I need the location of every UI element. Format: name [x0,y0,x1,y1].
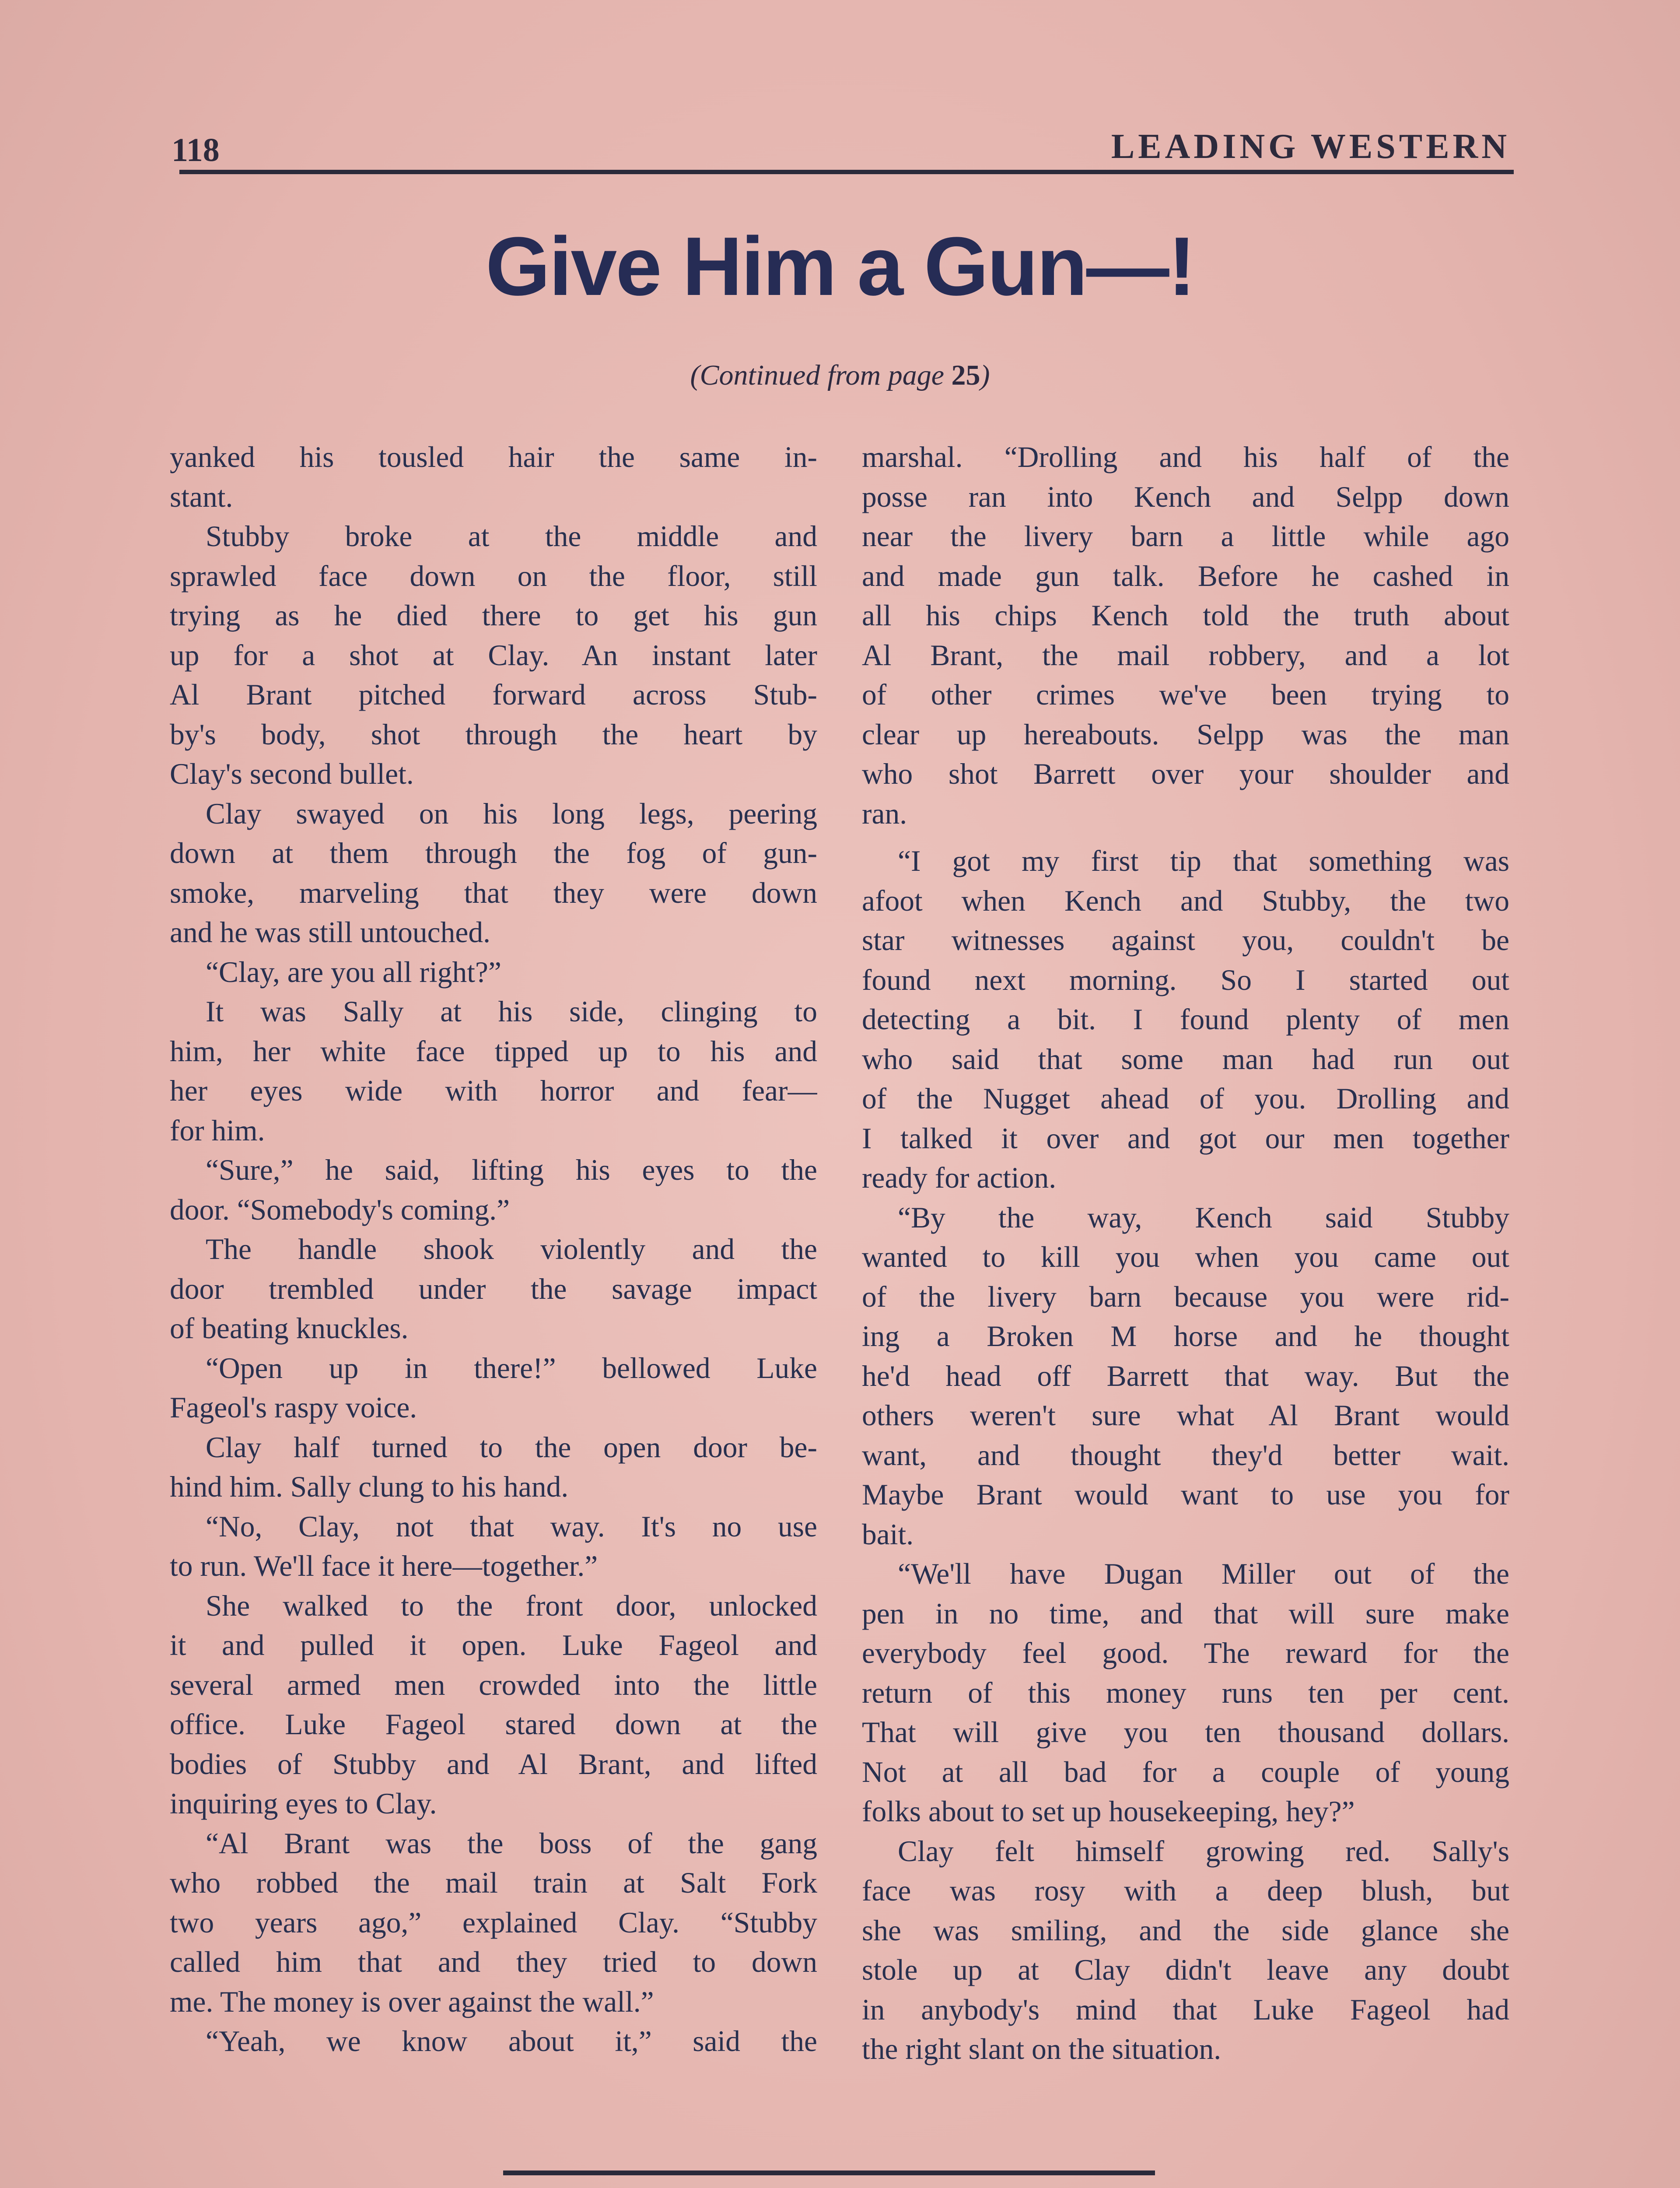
text-line: all his chips Kench told the truth about [862,599,1509,632]
continued-prefix: (Continued from page [690,359,952,391]
text-line: “Open up in there!” bellowed Luke [206,1351,817,1385]
text-line: everybody feel good. The reward for the [862,1637,1509,1669]
text-line: of other crimes we've been trying to [862,678,1509,711]
text-line: It was Sally at his side, clinging to [206,995,817,1028]
text-line: Not at all bad for a couple of young [862,1755,1509,1788]
text-line: clear up hereabouts. Selpp was the man [862,718,1509,751]
text-line: That will give you ten thousand dollars. [862,1716,1509,1749]
continued-note [0,359,1680,392]
text-line: sprawled face down on the floor, still [170,559,817,593]
text-line: the right slant on the situation. [862,2033,1222,2065]
text-line: Clay's second bullet. [170,757,414,790]
text-line: to run. We'll face it here—together.” [170,1550,598,1582]
text-line: Clay felt himself growing red. Sally's [898,1834,1509,1868]
text-line: marshal. “Drolling and his half of the [862,441,1509,473]
text-column-left [170,438,817,2062]
text-line: pen in no time, and that will sure make [862,1597,1509,1630]
text-line: of beating knuckles. [170,1312,409,1345]
text-line: found next morning. So I started out [862,963,1509,996]
text-line: The handle shook violently and the [206,1233,817,1266]
continued-page-number: 25 [951,359,980,391]
text-line: star witnesses against you, couldn't be [862,924,1509,957]
text-line: Al Brant, the mail robbery, and a lot [862,638,1509,672]
text-line: want, and thought they'd better wait. [862,1438,1509,1472]
text-line: “Al Brant was the boss of the gang [206,1827,817,1860]
text-line: smoke, marveling that they were down [170,876,817,909]
text-line: “No, Clay, not that way. It's no use [206,1510,817,1543]
text-line: who said that some man had run out [862,1042,1509,1076]
text-line: Maybe Brant would want to use you for [862,1478,1509,1511]
text-line: “Clay, are you all right?” [206,955,501,989]
text-line: Fageol's raspy voice. [170,1391,417,1424]
text-line: ran. [862,797,907,830]
text-line: face was rosy with a deep blush, but [862,1874,1509,1907]
text-line: two years ago,” explained Clay. “Stubby [170,1906,817,1939]
text-line: hind him. Sally clung to his hand. [170,1470,569,1503]
text-line: she was smiling, and the side glance she [862,1914,1509,1947]
text-line: detecting a bit. I found plenty of men [862,1003,1509,1036]
text-line: stant. [170,480,233,513]
text-line: wanted to kill you when you came out [862,1241,1509,1273]
text-line: posse ran into Kench and Selpp down [862,480,1509,513]
text-line: folks about to set up housekeeping, hey?” [862,1795,1355,1828]
text-line: bait. [862,1518,914,1551]
text-line: yanked his tousled hair the same in- [170,441,817,473]
continued-suffix: ) [980,359,990,391]
text-line: afoot when Kench and Stubby, the two [862,884,1509,917]
text-line: he'd head off Barrett that way. But the [862,1359,1509,1392]
text-line: and made gun talk. Before he cashed in [862,559,1509,593]
text-line: of the livery barn because you were rid- [862,1280,1509,1313]
page-number: 118 [172,132,220,168]
text-line: Clay half turned to the open door be- [206,1431,817,1464]
text-line: who shot Barrett over your shoulder and [862,757,1509,790]
text-line: bodies of Stubby and Al Brant, and lifted [170,1747,817,1781]
header-rule [179,170,1514,174]
text-line: it and pulled it open. Luke Fageol and [170,1629,817,1662]
text-line: “By the way, Kench said Stubby [898,1201,1509,1234]
text-line: of the Nugget ahead of you. Drolling and [862,1082,1509,1115]
text-line: near the livery barn a little while ago [862,520,1509,553]
text-line: office. Luke Fageol stared down at the [170,1708,817,1741]
article-title: Give Him a Gun—! [485,220,1195,313]
text-line: Al Brant pitched forward across Stub- [170,678,817,711]
text-line: in anybody's mind that Luke Fageol had [862,1993,1509,2026]
text-line: I talked it over and got our men together [862,1122,1509,1155]
text-line: him, her white face tipped up to his and [170,1034,817,1068]
text-line: trying as he died there to get his gun [170,599,817,632]
text-line: stole up at Clay didn't leave any doubt [862,1953,1509,1986]
text-line: Stubby broke at the middle and [206,520,817,553]
text-line: me. The money is over against the wall.” [170,1985,654,2018]
text-line: several armed men crowded into the little [170,1668,817,1701]
paragraph-gap [862,834,1509,842]
text-line: ing a Broken M horse and he thought [862,1320,1509,1353]
text-line: down at them through the fog of gun- [170,837,817,870]
text-line: inquiring eyes to Clay. [170,1787,437,1820]
text-line: by's body, shot through the heart by [170,718,817,751]
text-line: up for a shot at Clay. An instant later [170,638,817,672]
text-column-right [862,438,1509,2069]
text-line: “I got my first tip that something was [898,845,1509,877]
text-line: her eyes wide with horror and fear— [170,1074,817,1107]
text-line: She walked to the front door, unlocked [206,1589,817,1622]
text-line: Clay swayed on his long legs, peering [206,797,817,830]
text-line: “Sure,” he said, lifting his eyes to the [206,1154,817,1186]
text-line: called him that and they tried to down [170,1946,817,1978]
footer-rule [503,2170,1155,2175]
running-head: LEADING WESTERN [1111,127,1510,166]
text-line: others weren't sure what Al Brant would [862,1399,1509,1432]
text-line: “We'll have Dugan Miller out of the [898,1557,1509,1590]
text-line: who robbed the mail train at Salt Fork [170,1866,817,1899]
text-line: return of this money runs ten per cent. [862,1676,1509,1709]
text-line: door. “Somebody's coming.” [170,1193,510,1226]
text-line: “Yeah, we know about it,” said the [206,2025,817,2058]
text-line: and he was still untouched. [170,916,490,949]
text-line: ready for action. [862,1161,1057,1194]
text-line: door trembled under the savage impact [170,1272,817,1305]
text-line: for him. [170,1114,265,1147]
